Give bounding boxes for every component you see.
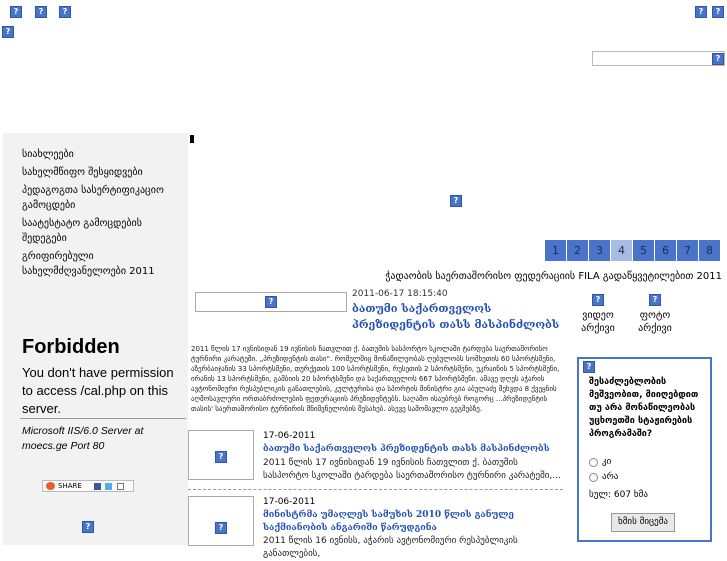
poll-box xyxy=(577,357,712,542)
top-link-icon-2[interactable]: ? xyxy=(35,6,47,18)
video-archive-link[interactable]: ვიდეო არქივი xyxy=(581,310,615,334)
search-input[interactable] xyxy=(592,51,725,66)
news-divider xyxy=(188,489,563,490)
slideshow-image-icon: ? xyxy=(450,195,462,207)
pager-item[interactable]: 6 xyxy=(655,240,676,261)
featured-body: 2011 წლის 17 ივნისიდან 19 ივნისის ჩათვლით ქ. ბათუმის სასპორტო სკოლაში ტარდება საერთაშორისო ტურნირი კარატეში. „პრეზიდენტის თასი“. რომელშიც მონაწილეობას ღებულობს სომხეთის 60 სპორტსმენი, აზერბაიჯანის 33 სპორტსმენი, თურქეთის 100 სპორტსმენი, რუსეთის 2 სპორტსმენი, უკრაინის 5 სპორტსმენი, ირანის 13 სპორტსმენი, გამბიის 20 სპორტსმენი და საქართველოს 667 სპორტსმენი. ამავე დღეს აჭარის ავტონომიური რესპუბლიკის განათლების, კულტურისა და სპორტის მინისტრი გია აბულაძე შეხვდა 8 ქვეყნის აღმოსავლური ორთაბრძოლების ფედერაციის პრეზიდენტებს. საღამო ისაუბრებ როგორც ...პრეზიდენტის თასის' საერთაშორისო ტურნირის მნიშვნელობის შესახებ. ასევე სამომავლო გეგმებზე. xyxy=(191,345,560,413)
top-link-icon-4[interactable]: ? xyxy=(2,26,14,38)
divider xyxy=(20,418,186,419)
pager-item[interactable]: 8 xyxy=(699,240,720,261)
share-label: SHARE xyxy=(58,482,82,490)
facebook-icon xyxy=(94,483,101,490)
sidebar-banner-icon[interactable]: ? xyxy=(82,521,94,533)
news-title[interactable]: მინისტრმა უმაღლეს სამუხის 2010 წლის განულე საქმიანობის ანგარიში წარუდგინა xyxy=(263,510,514,533)
news-title[interactable]: ბათუმი საქართველოს პრეზიდენტის თასს მასპინძლობს xyxy=(263,444,550,454)
language-icon-1[interactable]: ? xyxy=(695,6,707,18)
radio-yes[interactable] xyxy=(589,458,598,467)
pager-item[interactable]: 5 xyxy=(633,240,654,261)
news-date: 17-06-2011 xyxy=(263,431,316,441)
pager-item-active[interactable]: 4 xyxy=(611,240,632,261)
nav-item-procurement[interactable]: სახელმწიფო შესყიდვები xyxy=(22,167,143,178)
email-icon xyxy=(117,483,124,490)
top-link-icon-3[interactable]: ? xyxy=(59,6,71,18)
news-date: 17-06-2011 xyxy=(263,497,316,507)
poll-option-yes[interactable] xyxy=(589,457,611,467)
news-thumbnail-icon: ? xyxy=(215,451,227,463)
featured-date: 2011-06-17 18:15:40 xyxy=(352,289,448,299)
pager-item[interactable]: 1 xyxy=(545,240,566,261)
photo-archive-link[interactable]: ფოტო არქივი xyxy=(638,310,672,334)
pager-item[interactable]: 3 xyxy=(589,240,610,261)
vote-button[interactable]: ხმის მიცემა xyxy=(611,513,675,532)
video-archive-icon[interactable]: ? xyxy=(592,294,604,306)
share-logo-icon xyxy=(46,482,55,490)
pager-item[interactable]: 2 xyxy=(567,240,588,261)
search-icon[interactable]: ? xyxy=(712,53,724,65)
poll-option-yes-label: კი xyxy=(602,457,612,467)
sidebar-nav xyxy=(22,147,182,282)
nav-item-exam-results[interactable]: საატესტატო გამოცდების შედეგები xyxy=(22,218,142,244)
pager-item[interactable]: 7 xyxy=(677,240,698,261)
banner-caption[interactable]: ჭადაობის საერთაშორისო ფედერაციის FILA გადაწყვეტილებით 2011 xyxy=(385,271,722,282)
server-info: Microsoft IIS/6.0 Server at moecs.ge Port 80 xyxy=(22,425,144,452)
slideshow-pager xyxy=(545,240,720,261)
poll-header-icon: ? xyxy=(583,361,595,373)
news-thumbnail-icon: ? xyxy=(215,522,227,534)
poll-option-no[interactable] xyxy=(589,472,618,482)
banner-marker-icon xyxy=(190,135,194,143)
nav-item-teacher-certification[interactable]: პედაგოგთა სასერტიფიკაციო გამოცდები xyxy=(22,185,164,211)
nav-item-textbooks[interactable]: გრიფირებული სახელმძღვანელოები 2011 xyxy=(22,251,155,277)
nav-item-news[interactable]: სიახლეები xyxy=(22,149,74,160)
twitter-icon xyxy=(105,483,112,490)
error-message: You don't have permission to access /cal.php on this server. xyxy=(22,365,174,416)
news-summary: 2011 წლის 17 ივნისიდან 19 ივნისის ჩათვლით ქ. ბათუმის სასპორტო სკოლაში ტარდება საერთაშორისო ტურნირი კარატეში,... xyxy=(263,458,561,481)
news-thumbnail[interactable] xyxy=(188,496,254,546)
language-icon-2[interactable]: ? xyxy=(712,6,724,18)
photo-archive-icon[interactable]: ? xyxy=(649,294,661,306)
poll-vote-count: სულ: 607 ხმა xyxy=(589,490,648,500)
featured-title[interactable]: ბათუმი საქართველოს პრეზიდენტის თასს მასპინძლობს xyxy=(352,302,560,331)
radio-no[interactable] xyxy=(589,473,598,482)
error-title: Forbidden xyxy=(22,336,120,358)
share-button[interactable] xyxy=(42,480,134,492)
poll-question: შესაძლებლობის მეშვეობით, მიიღებდით თუ არა მონაწილეობას უცხოეთში სტაჟირების პროგრამაში? xyxy=(589,377,699,439)
top-link-icon-1[interactable]: ? xyxy=(10,6,22,18)
featured-image-icon: ? xyxy=(265,296,277,308)
news-summary: 2011 წლის 16 ივნისს, აჭარის ავტონომიური რესპუბლიკის განათლების, xyxy=(263,536,518,559)
poll-option-no-label: არა xyxy=(602,472,619,482)
